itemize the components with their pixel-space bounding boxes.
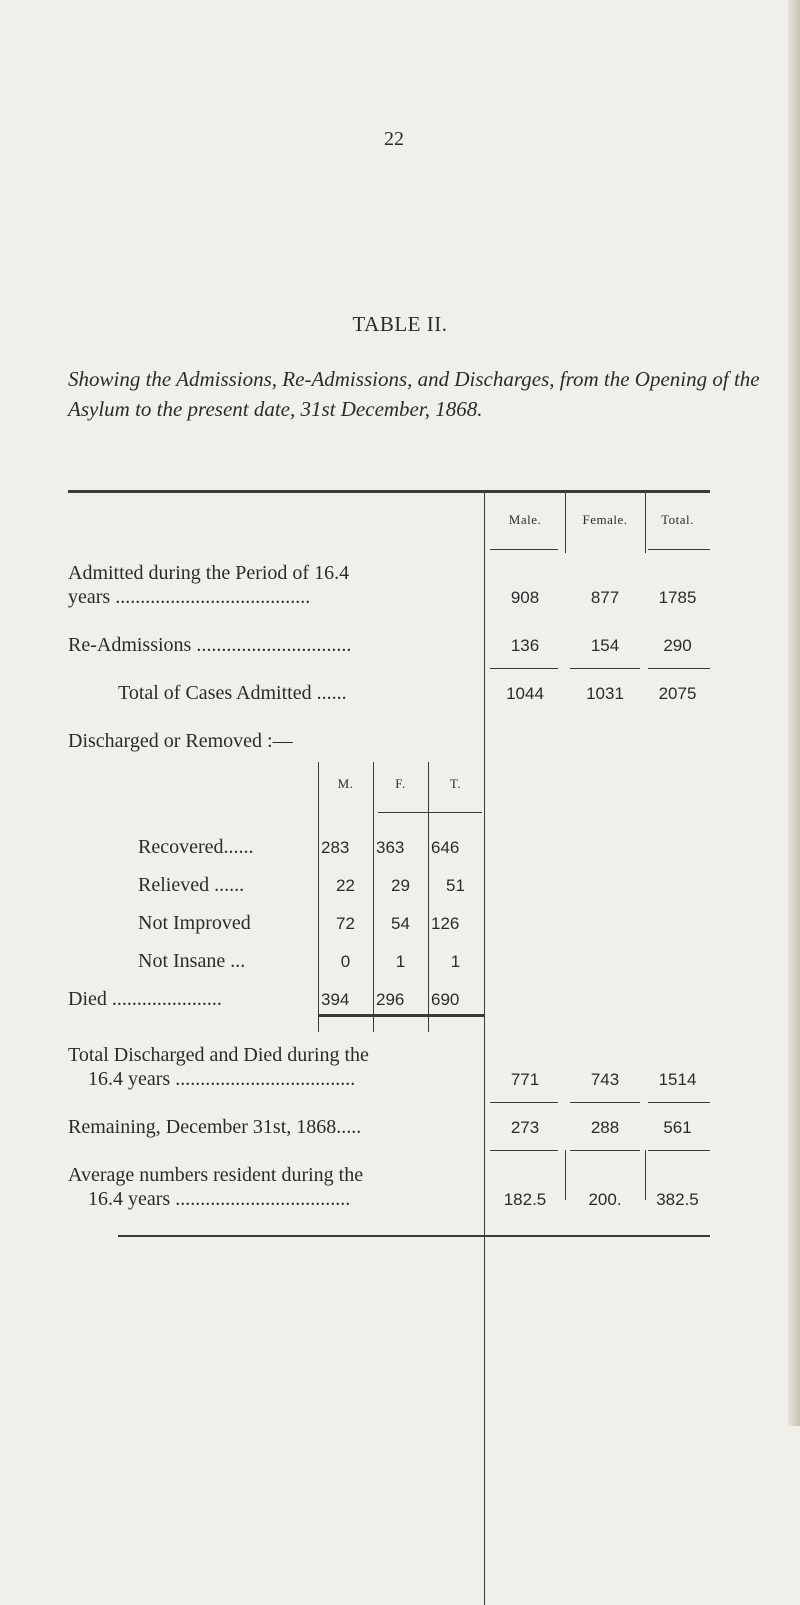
sub-row-relieved-f: 29	[391, 876, 410, 895]
bottom-rule	[118, 1235, 710, 1237]
discharged-rule-total	[648, 1102, 710, 1103]
average-total: 382.5	[656, 1190, 699, 1209]
subtotal-rule-total	[648, 668, 710, 669]
subtotal-rule-male	[490, 668, 558, 669]
row-total-discharged-label-1: Total Discharged and Died during the	[68, 1044, 369, 1066]
separator-total-left	[645, 493, 646, 553]
discharged-heading: Discharged or Removed :—	[68, 730, 293, 752]
page-edge	[788, 0, 800, 1426]
sub-row-not-insane-label: Not Insane ...	[138, 950, 246, 972]
admitted-male: 908	[510, 588, 540, 607]
sub-row-recovered-label: Recovered......	[138, 836, 254, 858]
sub-row-not-insane-f: 1	[395, 952, 406, 971]
sub-row-died-label: Died ......................	[68, 988, 222, 1010]
separator-male-left	[484, 493, 485, 1605]
remaining-male: 273	[510, 1118, 540, 1137]
sub-row-not-improved-t: 126	[431, 914, 460, 933]
discharged-rule-female	[570, 1102, 640, 1103]
row-total-admitted-label: Total of Cases Admitted ......	[118, 682, 347, 704]
sub-row-not-improved-m: 72	[336, 914, 355, 933]
total-discharged-female: 743	[590, 1070, 620, 1089]
row-remaining-label: Remaining, December 31st, 1868.....	[68, 1116, 362, 1138]
sub-row-not-insane-t: 1	[450, 952, 461, 971]
admitted-total: 1785	[658, 588, 697, 607]
readmissions-male: 136	[510, 636, 540, 655]
sub-col-head-t: T.	[449, 776, 462, 791]
sub-row-recovered-m: 283	[321, 838, 350, 857]
sub-row-not-improved-f: 54	[391, 914, 410, 933]
sub-separator-f	[373, 762, 374, 1032]
average-female: 200.	[588, 1190, 622, 1209]
sub-row-not-insane-m: 0	[340, 952, 351, 971]
remaining-rule-female	[570, 1150, 640, 1151]
total-admitted-female: 1031	[586, 684, 624, 703]
separator-female-left	[565, 493, 566, 553]
header-rule-male	[490, 549, 558, 550]
readmissions-female: 154	[590, 636, 620, 655]
row-average-label-2: 16.4 years ...................................	[88, 1188, 351, 1210]
discharged-rule-male	[490, 1102, 558, 1103]
sub-col-head-m: M.	[337, 776, 354, 791]
sub-separator-m	[318, 762, 319, 1032]
total-discharged-total: 1514	[658, 1070, 697, 1089]
col-head-male: Male.	[508, 512, 542, 527]
col-head-female: Female.	[582, 512, 628, 527]
sub-row-relieved-m: 22	[336, 876, 355, 895]
total-admitted-male: 1044	[506, 684, 544, 703]
sub-row-not-improved-label: Not Improved	[138, 912, 251, 934]
sub-separator-t	[428, 762, 429, 1032]
page-number: 22	[384, 128, 404, 150]
sub-row-recovered-f: 363	[376, 838, 405, 857]
sub-row-died-f: 296	[376, 990, 405, 1009]
total-admitted-total: 2075	[658, 684, 697, 703]
readmissions-total: 290	[663, 636, 692, 655]
sub-row-died-m: 394	[321, 990, 350, 1009]
header-rule-total	[648, 549, 710, 550]
sub-table-bottom-rule	[318, 1014, 484, 1017]
row-average-label-1: Average numbers resident during the	[68, 1164, 364, 1186]
total-discharged-male: 771	[510, 1070, 540, 1089]
table-title: TABLE II.	[352, 312, 448, 336]
sub-row-died-t: 690	[431, 990, 460, 1009]
subtotal-rule-female	[570, 668, 640, 669]
sub-header-rule	[378, 812, 482, 813]
average-male: 182.5	[503, 1190, 547, 1209]
table-subtitle: Showing the Admissions, Re-Admissions, and Discharges, from the Opening of the Asylum to the present date, 31st December, 1868.	[68, 367, 760, 421]
row-admitted-label-1: Admitted during the Period of 16.4	[68, 562, 350, 584]
sub-row-recovered-t: 646	[431, 838, 460, 857]
row-total-discharged-label-2: 16.4 years ....................................	[88, 1068, 356, 1090]
col-head-total: Total.	[661, 512, 694, 527]
admitted-female: 877	[590, 588, 620, 607]
sub-row-relieved-label: Relieved ......	[138, 874, 245, 896]
sub-col-head-f: F.	[395, 776, 406, 791]
row-readmissions-label: Re-Admissions ...............................	[68, 634, 352, 656]
sub-row-relieved-t: 51	[446, 876, 465, 895]
remaining-rule-total	[648, 1150, 710, 1151]
remaining-total: 561	[663, 1118, 692, 1137]
remaining-female: 288	[590, 1118, 620, 1137]
remaining-rule-male	[490, 1150, 558, 1151]
top-rule	[68, 490, 710, 493]
row-admitted-label-2: years .......................................	[68, 586, 311, 608]
